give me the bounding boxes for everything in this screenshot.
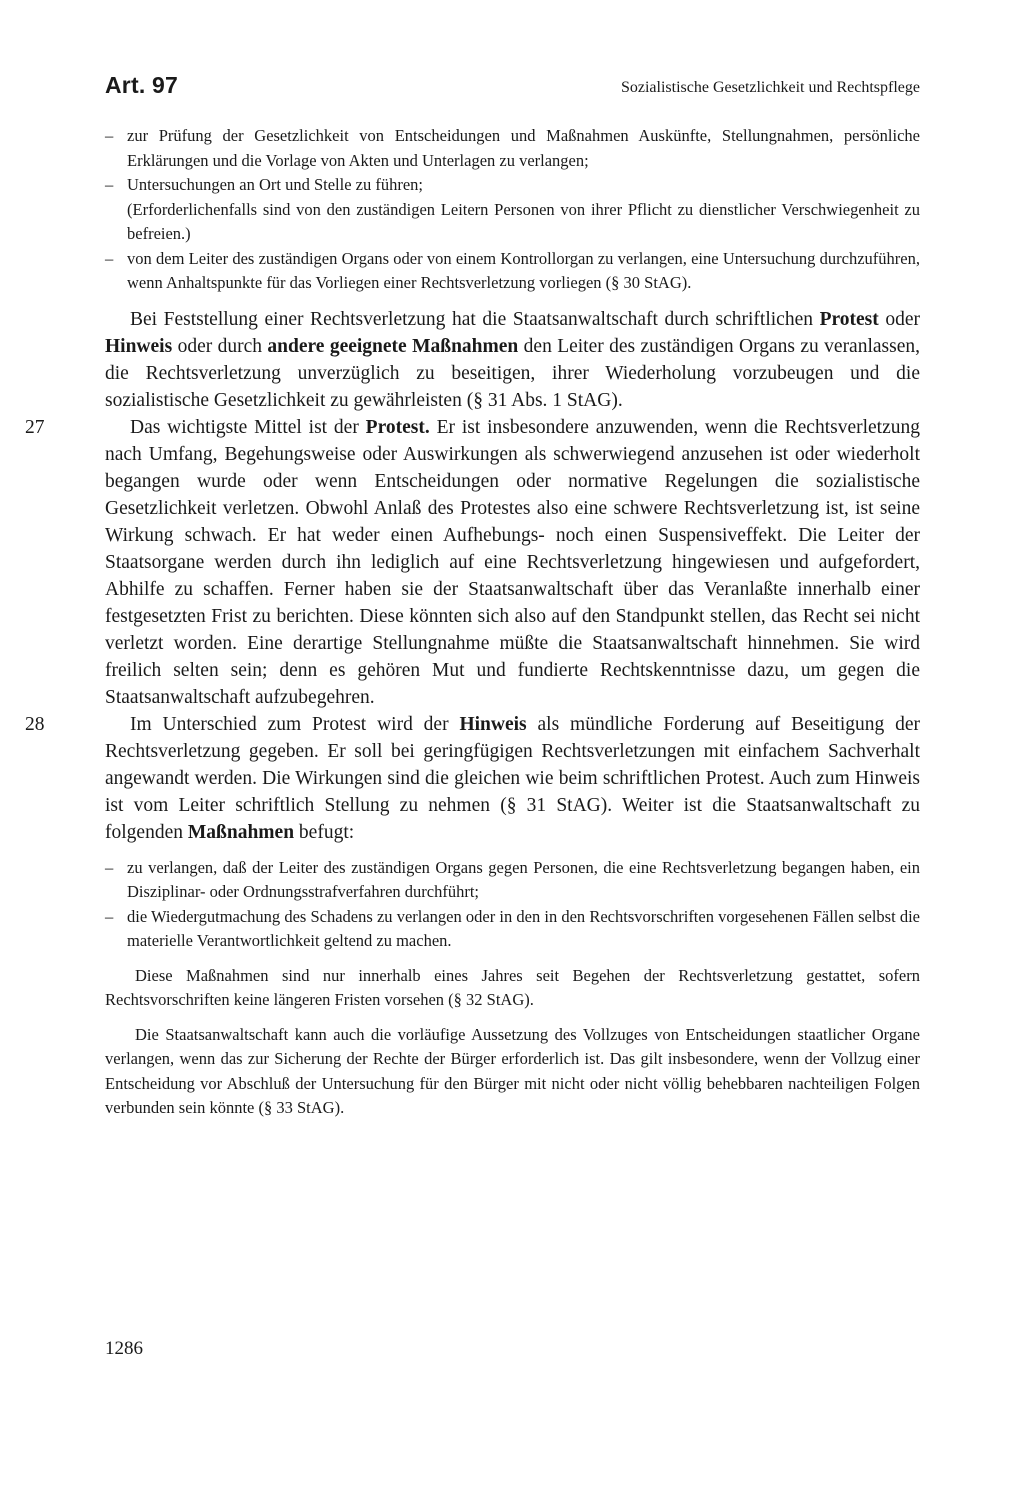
margin-number: 28 — [25, 713, 45, 735]
running-title: Sozialistische Gesetzlichkeit und Rechtspflege — [620, 79, 920, 96]
powers-list — [105, 124, 920, 296]
dash-marker: – — [105, 857, 114, 877]
paragraph-27 — [25, 414, 921, 711]
text-run: oder durch — [172, 335, 268, 357]
bold-term-hinweis: Hinweis — [105, 335, 173, 357]
text-run: Bei Feststellung einer Rechtsverletzung hat die Staatsanwaltschaft durch schriftlichen — [130, 308, 820, 330]
list-item — [105, 905, 920, 954]
text-run: als mündliche Forderung auf Beseitigung der Rechtsverletzung gegeben. Er soll bei geringfügigen Rechtsverletzungen mit einfachem Sachverhalt angewandt werden. Die Wirkungen sind die gleichen wie beim schriftlichen Protest. Auch zum Hinweis ist vom Leiter schriftlich Stellung zu nehmen (§ 31 StAG). Weiter ist die Staatsanwaltschaft zu folgenden — [105, 713, 920, 843]
list-item-text: zu verlangen, daß der Leiter des zuständigen Organs gegen Personen, die eine Rechtsverletzung begangen haben, ein Disziplinar- oder Ordnungsstrafverfahren durchführt; — [127, 857, 920, 901]
list-item-text: von dem Leiter des zuständigen Organs oder von einem Kontrollorgan zu verlangen, eine Untersuchung durchzuführen, wenn Anhaltspunkte für das Vorliegen einer Rechtsverletzung vorliegen (§ 30 StAG). — [127, 248, 920, 292]
paragraph-28 — [25, 711, 920, 846]
bold-term-massnahmen: andere geeignete Maßnahmen — [267, 335, 519, 357]
dash-marker: – — [105, 126, 114, 145]
text-run: den Leiter des zuständigen Organs zu veranlassen, die Rechtsverletzung unverzüglich zu beseitigen, ihrer Wiederholung vorzubeugen und die sozialistische Gesetzlichkeit zu gewährleisten (§ 31 Abs. 1 StAG). — [105, 335, 920, 411]
list-item — [105, 247, 920, 296]
list-item-text: Untersuchungen an Ort und Stelle zu führen; — [127, 175, 424, 194]
list-item — [105, 124, 920, 173]
text-run: oder — [878, 308, 920, 330]
text-run: Im Unterschied zum Protest wird der — [130, 713, 460, 735]
list-note: (Erforderlichenfalls sind von den zuständigen Leitern Personen von ihrer Pflicht zu dienstlicher Verschwiegenheit zu befreien.) — [127, 199, 920, 243]
article-heading: Art. 97 — [105, 72, 178, 98]
text-run: Er ist insbesondere anzuwenden, wenn die Rechtsverletzung nach Umfang, Begehungsweise oder Auswirkungen als schwerwiegend anzusehen ist oder wiederholt begangen wurde oder wenn Entscheidungen oder normative Regelungen die sozialistische Gesetzlichkeit verletzen. Obwohl Anlaß des Protestes also eine schwere Rechtsverletzung ist, ist seine Wirkung schwach. Er hat weder einen Aufhebungs- noch einen Suspensiveffekt. Die Leiter der Staatsorgane werden durch ihn lediglich auf eine Rechtsverletzung hingewiesen und aufgefordert, Abhilfe zu schaffen. Ferner haben sie der Staatsanwaltschaft über das Veranlaßte innerhalb einer festgesetzten Frist zu berichten. Diese könnten sich also auf den Standpunkt stellen, das Recht sei nicht verletzt worden. Eine derartige Stellungnahme müßte die Staatsanwaltschaft hinnehmen. Sie wird freilich selten sein; denn es gehören Mut und fundierte Rechtskenntnisse dazu, um gegen die Staatsanwaltschaft aufzubegehren. — [105, 416, 921, 708]
bold-term-protest: Protest — [819, 308, 879, 330]
list-item — [105, 856, 920, 905]
bold-term-hinweis: Hinweis — [459, 713, 527, 735]
page-number: 1286 — [105, 1338, 143, 1359]
dash-marker: – — [105, 175, 114, 194]
text-run: Das wichtigste Mittel ist der — [130, 416, 366, 438]
measures-list — [105, 856, 920, 954]
dash-marker: – — [105, 906, 114, 926]
paragraph-rechtsverletzung — [105, 306, 920, 414]
dash-marker: – — [105, 248, 114, 268]
bold-term-protest: Protest. — [365, 416, 430, 438]
margin-number: 27 — [25, 416, 45, 438]
text-run: befugt: — [294, 821, 355, 843]
list-item-text: zur Prüfung der Gesetzlichkeit von Entscheidungen und Maßnahmen Auskünfte, Stellungnahmen, persönliche Erklärungen und die Vorlage von Akten und Unterlagen zu verlangen; — [127, 126, 920, 170]
list-item — [105, 173, 920, 198]
bold-term-massnahmen: Maßnahmen — [187, 821, 295, 843]
body-text — [25, 124, 921, 1121]
list-item-text: die Wiedergutmachung des Schadens zu verlangen oder in den in den Rechtsvorschriften vorgesehenen Fällen selbst die materielle Verantwortlichkeit geltend zu machen. — [127, 906, 920, 950]
paragraph-fristen: Diese Maßnahmen sind nur innerhalb eines Jahres seit Begehen der Rechtsverletzung gestattet, sofern Rechtsvorschriften keine längeren Fristen vorsehen (§ 32 StAG). — [105, 965, 920, 1009]
paragraph-aussetzung: Die Staatsanwaltschaft kann auch die vorläufige Aussetzung des Vollzuges von Entscheidungen staatlicher Organe verlangen, wenn das zur Sicherung der Rechte der Bürger erforderlich ist. Das gilt insbesondere, wenn der Vollzug einer Entscheidung vor Abschluß der Untersuchung für den Bürger mit nicht oder nicht völlig behebbaren nachteiligen Folgen verbunden sein könnte (§ 33 StAG). — [105, 1024, 920, 1117]
